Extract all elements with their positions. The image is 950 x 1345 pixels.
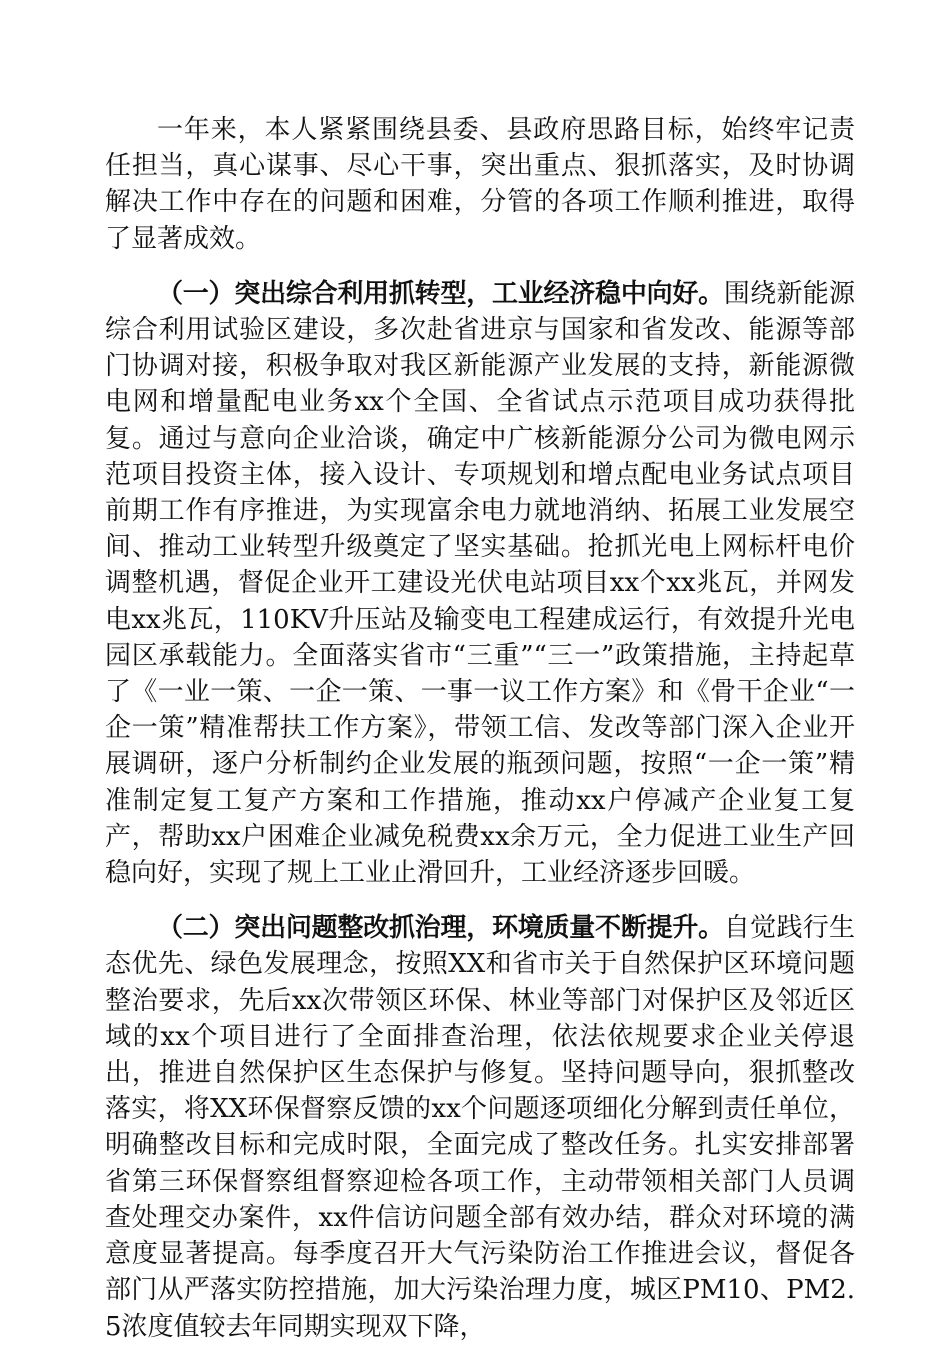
- section-2-text: 自觉践行生态优先、绿色发展理念，按照XX和省市关于自然保护区环境问题整治要求，先后xx次带领区环保、林业等部门对保护区及邻近区域的xx个项目进行了全面排查治理，依法依规要求企业关停退出，推进自然保护区生态保护与修复。坚持问题导向，狠抓整改落实，将XX环保督察反馈的xx个问题逐项细化分解到责任单位，明确整改目标和完成时限，全面完成了整改任务。扎实安排部署省第三环保督察组督察迎检各项工作，主动带领相关部门人员调查处理交办案件，xx件信访问题全部有效办结，群众对环境的满意度显著提高。每季度召开大气污染防治工作推进会议，督促各部门从严落实防控措施，加大污染治理力度，城区PM10、PM2.5浓度值较去年同期实现双下降，: [105, 913, 855, 1342]
- paragraph-intro-text: 一年来，本人紧紧围绕县委、县政府思路目标，始终牢记责任担当，真心谋事、尽心干事，突出重点、狠抓落实，及时协调解决工作中存在的问题和困难，分管的各项工作顺利推进，取得了显著成效。: [105, 115, 855, 254]
- paragraph-section-1: [105, 276, 855, 891]
- document-body: [105, 112, 855, 1345]
- section-1-text: 围绕新能源综合利用试验区建设，多次赴省进京与国家和省发改、能源等部门协调对接，积极争取对我区新能源产业发展的支持，新能源微电网和增量配电业务xx个全国、全省试点示范项目成功获得批复。通过与意向企业洽谈，确定中广核新能源分公司为微电网示范项目投资主体，接入设计、专项规划和增点配电业务试点项目前期工作有序推进，为实现富余电力就地消纳、拓展工业发展空间、推动工业转型升级奠定了坚实基础。抢抓光电上网标杆电价调整机遇，督促企业开工建设光伏电站项目xx个xx兆瓦，并网发电xx兆瓦，110KV升压站及输变电工程建成运行，有效提升光电园区承载能力。全面落实省市“三重”“三一”政策措施，主持起草了《一业一策、一企一策、一事一议工作方案》和《骨干企业“一企一策”精准帮扶工作方案》，带领工信、发改等部门深入企业开展调研，逐户分析制约企业发展的瓶颈问题，按照“一企一策”精准制定复工复产方案和工作措施，推动xx户停减产企业复工复产，帮助xx户困难企业减免税费xx余万元，全力促进工业生产回稳向好，实现了规上工业止滑回升，工业经济逐步回暖。: [105, 278, 855, 889]
- section-1-heading: （一）突出综合利用抓转型，工业经济稳中向好。: [157, 278, 724, 309]
- section-2-heading: （二）突出问题整改抓治理，环境质量不断提升。: [157, 913, 724, 944]
- paragraph-intro: [105, 112, 855, 257]
- paragraph-section-2: [105, 910, 855, 1344]
